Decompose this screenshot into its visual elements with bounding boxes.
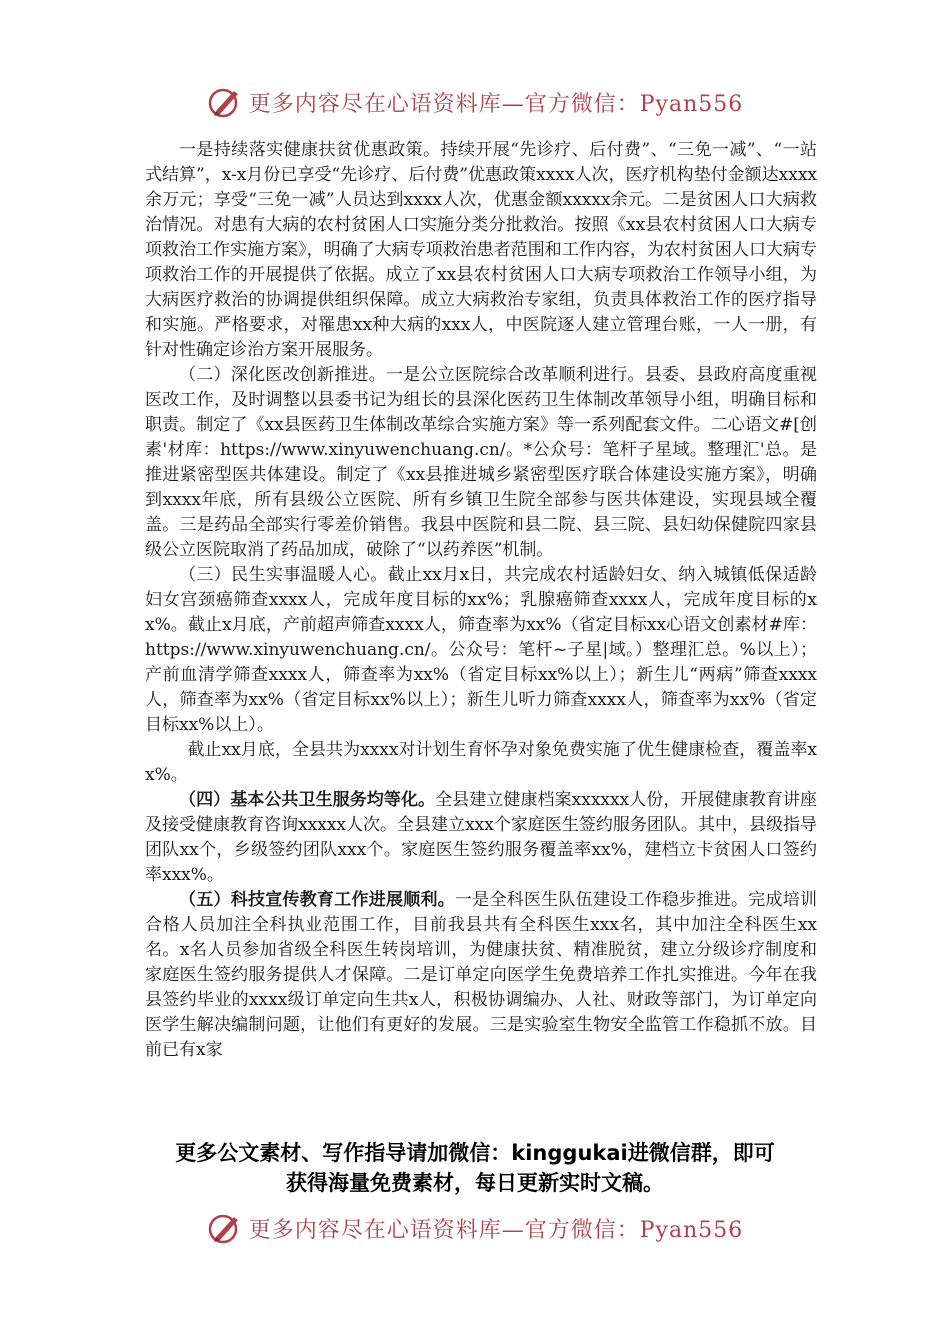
paragraph-lead: （四）基本公共卫生服务均等化。: [179, 790, 436, 810]
footer-banner: [0, 1208, 950, 1248]
pen-logo-icon: [207, 84, 243, 120]
paragraph-text: 一是全科医生队伍建设工作稳步推进。完成培训合格人员加注全科执业范围工作，目前我县共有全科医生xxx名，其中加注全科医生xx名。x名人员参加省级全科医生转岗培训，为健康扶贫、精准脱贫，建立分级诊疗制度和家庭医生签约服务提供人才保障。二是订单定向医学生免费培养工作扎实推进。今年在我县签约毕业的xxxx级订单定向生共x人，积极协调编办、人社、财政等部门，为订单定向医学生解决编制问题，让他们有更好的发展。三是实验室生物安全监管工作稳抓不放。目前已有x家: [145, 890, 817, 1060]
footer-banner-text: 更多内容尽在心语资料库—官方微信：Pyan556: [248, 1217, 744, 1243]
header-banner: [0, 82, 950, 122]
paragraph-eugenic-check: [145, 738, 817, 788]
paragraph-text: 全县建立健康档案xxxxxx人份，开展健康教育讲座及接受健康教育咨询xxxxx人次。全县建立xxx个家庭医生签约服务团队。其中，县级指导团队xx个，乡级签约团队xxx个。家庭医生签约服务覆盖率xx%，建档立卡贫困人口签约率xxx%。: [145, 790, 817, 885]
paragraph-text: （二）深化医改创新推进。一是公立医院综合改革顺利进行。县委、县政府高度重视医改工作，及时调整以县委书记为组长的县深化医药卫生体制改革领导小组，明确目标和职责。制定了《xx县医药卫生体制改革综合实施方案》等一系列配套文件。二心语文#[创素'材库：https://www.xinyuwenchuang.cn/。*公众号：笔杆子星域。整理汇'总。是推进紧密型医共体建设。制定了《xx县推进城乡紧密型医疗联合体建设实施方案》，明确到xxxx年底，所有县级公立医院、所有乡镇卫生院全部参与医共体建设，实现县域全覆盖。三是药品全部实行零差价销售。我县中医院和县二院、县三院、县妇幼保健院四家县级公立医院取消了药品加成，破除了“以药养医”机制。: [145, 365, 817, 560]
paragraph-livelihood: [145, 563, 817, 738]
promo-line-2: 获得海量免费素材，每日更新实时文稿。: [286, 1171, 664, 1195]
paragraph-science-education: [145, 888, 817, 1063]
pen-logo-icon: [207, 1210, 243, 1246]
header-banner-text: 更多内容尽在心语资料库—官方微信：Pyan556: [248, 91, 744, 117]
paragraph-health-poverty: [145, 138, 817, 363]
paragraph-text: 一是持续落实健康扶贫优惠政策。持续开展“先诊疗、后付费”、“三免一减”、“一站式结算”，x-x月份已享受“先诊疗、后付费”优惠政策xxxx人次，医疗机构垫付金额达xxxx余万元；享受“三免一减”人员达到xxxx人次，优惠金额xxxxx余元。二是贫困人口大病救治情况。对患有大病的农村贫困人口实施分类分批救治。按照《xx县农村贫困人口大病专项救治工作实施方案》，明确了大病专项救治患者范围和工作内容，为农村贫困人口大病专项救治工作的开展提供了依据。成立了xx县农村贫困人口大病专项救治工作领导小组，为大病医疗救治的协调提供组织保障。成立大病救治专家组，负责具体救治工作的医疗指导和实施。严格要求，对罹患xx种大病的xxx人，中医院逐人建立管理台账，一人一册，有针对性确定诊治方案开展服务。: [145, 140, 817, 360]
promo-line-1: 更多公文素材、写作指导请加微信：kinggukai进微信群，即可: [175, 1141, 775, 1165]
paragraph-text: 截止xx月底，全县共为xxxx对计划生育怀孕对象免费实施了优生健康检查，覆盖率xx%。: [145, 740, 817, 785]
paragraph-lead: （五）科技宣传教育工作进展顺利。: [179, 890, 455, 910]
promo-notice: [100, 1138, 850, 1198]
paragraph-text: （三）民生实事温暖人心。截止xx月x日，共完成农村适龄妇女、纳入城镇低保适龄妇女宫颈癌筛查xxxx人，完成年度目标的xx%；乳腺癌筛查xxxx人，完成年度目标的xx%。截止x月底，产前超声筛查xxxx人，筛查率为xx%（省定目标xx心语文创素材#库：https://www.xinyuwenchuang.cn/。公众号：笔杆~子星|域。）整理汇总。%以上）；产前血清学筛查xxxx人，筛查率为xx%（省定目标xx%以上）；新生儿“两病”筛查xxxx人，筛查率为xx%（省定目标xx%以上）；新生儿听力筛查xxxx人，筛查率为xx%（省定目标xx%以上）。: [145, 565, 817, 735]
document-body: [145, 138, 817, 1063]
paragraph-medical-reform: [145, 363, 817, 563]
paragraph-public-health: [145, 788, 817, 888]
